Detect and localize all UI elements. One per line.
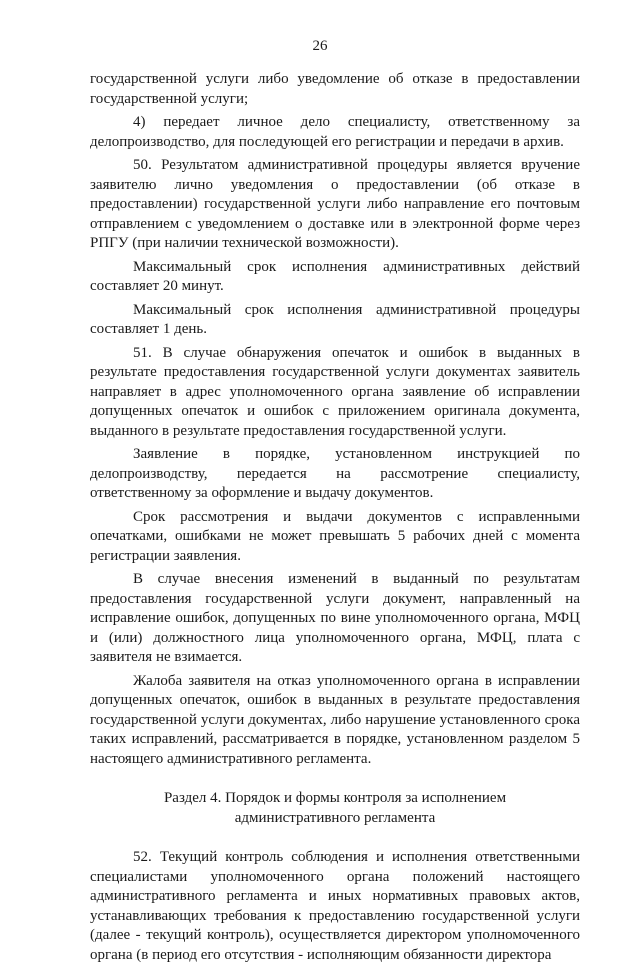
paragraph-item-4: 4) передает личное дело специалисту, ответственному за делопроизводство, для последующей его регистрации и передачи в архив.: [90, 114, 580, 150]
paragraph-50: 50. Результатом административной процедуры является вручение заявителю лично уведомления о предоставлении (об отказе в предоставлении) государственной услуги либо направление его почтовым отправлением с уведомлением о доставке или в электронной форме через РПГУ (при наличии технической возможности).: [90, 157, 580, 251]
paragraph-complaint: Жалоба заявителя на отказ уполномоченного органа в исправлении допущенных опечаток, ошибок в выданных в результате предоставления государственной услуги документах, либо нарушение установленного срока таких исправлений, рассматривается в порядке, установленном разделом 5 настоящего административного регламента.: [90, 672, 580, 767]
paragraph-review-period: Срок рассмотрения и выдачи документов с исправленными опечатками, ошибками не может превышать 5 рабочих дней с момента регистрации заявления.: [90, 508, 580, 564]
paragraph-continuation: государственной услуги либо уведомление об отказе в предоставлении государственной услуги;: [90, 71, 580, 107]
document-body: [90, 70, 580, 969]
paragraph-max-time-procedure: Максимальный срок исполнения административной процедуры составляет 1 день.: [90, 301, 580, 337]
page-number: 26: [312, 38, 328, 54]
paragraph-no-fee: В случае внесения изменений в выданный по результатам предоставления государственной услуги документ, направленный на исправление ошибок, допущенных по вине уполномоченного органа, МФЦ и (или) должностного лица уполномоченного органа, МФЦ, плата с заявителя не взимается.: [90, 571, 580, 665]
paragraph-max-time-actions: Максимальный срок исполнения административных действий составляет 20 минут.: [90, 258, 580, 294]
section-title-line-2: административного регламента: [234, 809, 436, 826]
paragraph-application-transfer: Заявление в порядке, установленном инструкцией по делопроизводству, передается на рассмотрение специалисту, ответственному за оформление и выдачу документов.: [90, 446, 580, 501]
section-title: [90, 789, 580, 828]
paragraph-52: 52. Текущий контроль соблюдения и исполнения ответственными специалистами уполномоченного органа положений настоящего административного регламента и иных нормативных правовых актов, устанавливающих требования к предоставлению государственной услуги (далее - текущий контроль), осуществляется директором уполномоченного органа (в период его отсутствия - исполняющим обязанности директора: [90, 849, 580, 963]
paragraph-51: 51. В случае обнаружения опечаток и ошибок в выданных в результате предоставления государственной услуги документах заявитель направляет в адрес уполномоченного органа заявление об исправлении допущенных опечаток и ошибок с приложением оригинала документа, выданного в результате предоставления государственной услуги.: [90, 344, 580, 439]
section-title-line-1: Раздел 4. Порядок и формы контроля за исполнением: [163, 790, 507, 806]
